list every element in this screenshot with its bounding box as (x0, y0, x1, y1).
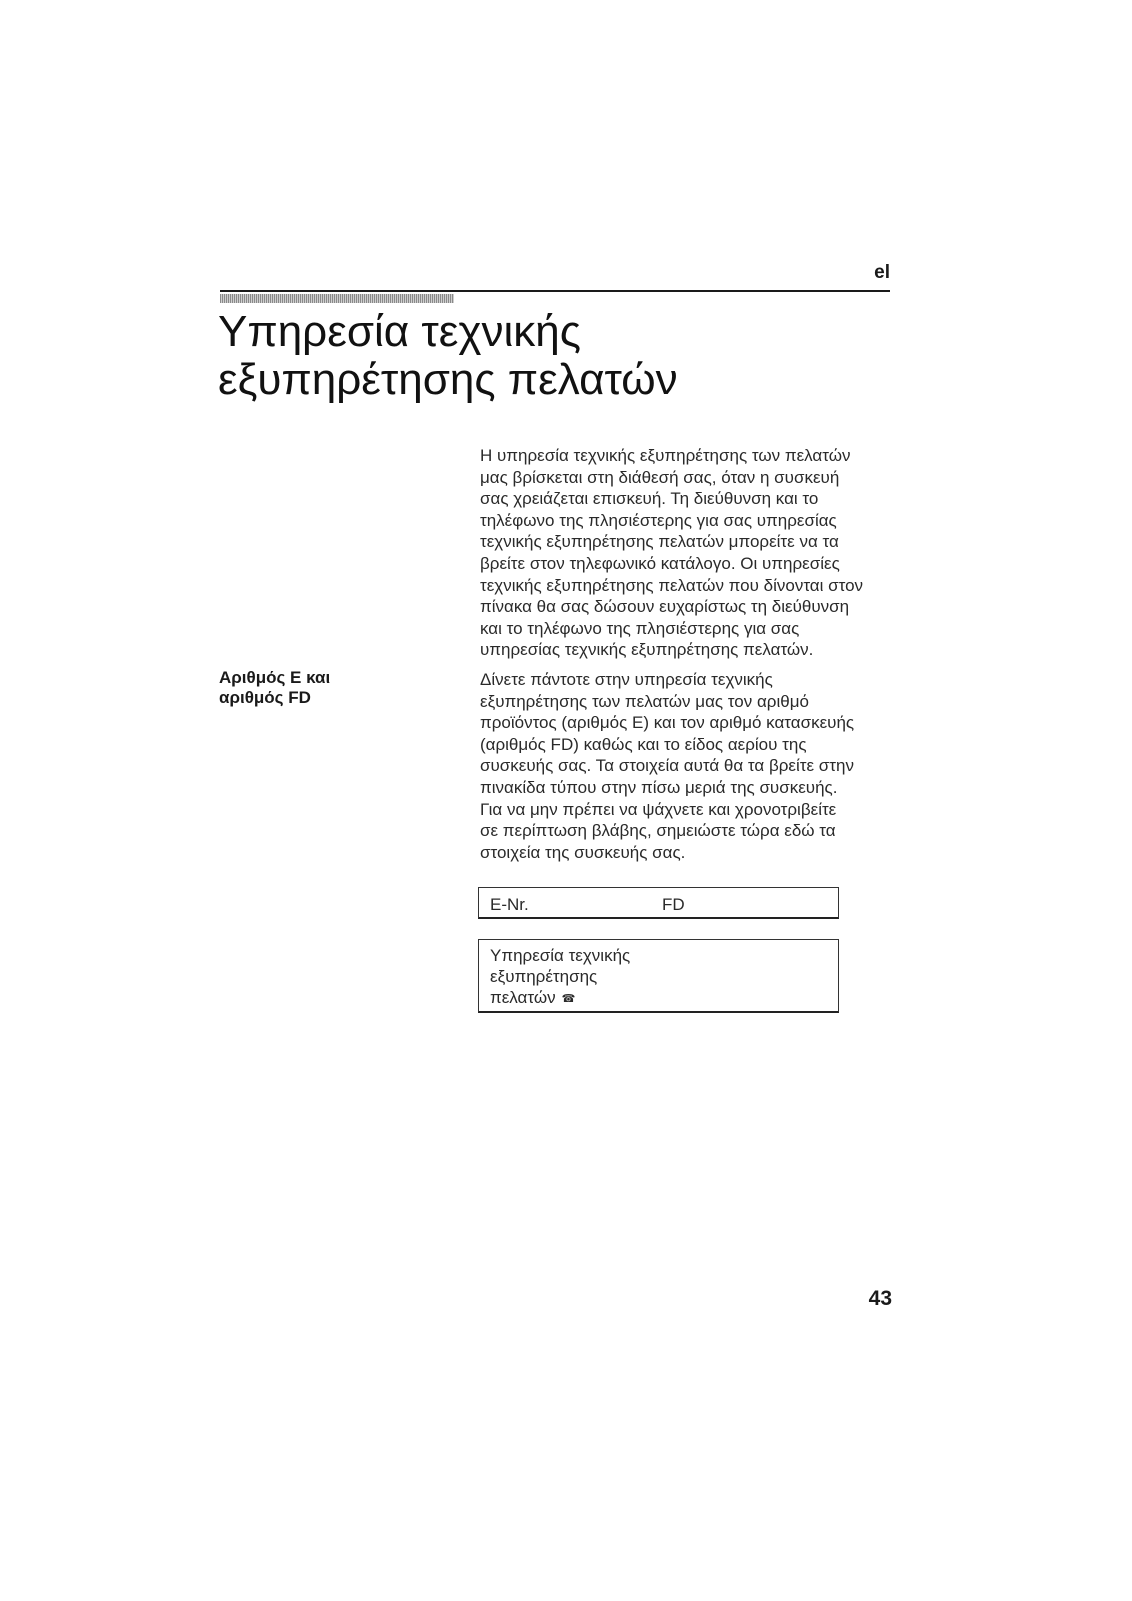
text-line: τεχνικής εξυπηρέτησης πελατών μπορείτε να τα (480, 532, 839, 552)
page-title-line: εξυπηρέτησης πελατών (218, 355, 678, 404)
text-line: βρείτε στον τηλεφωνικό κατάλογο. Οι υπηρεσίες (480, 553, 840, 573)
text-line: προϊόντος (αριθμός Ε) και τον αριθμό κατασκευής (480, 713, 855, 733)
section-heading-line: Αριθμός Ε και (219, 668, 331, 687)
intro-paragraph (480, 445, 910, 661)
text-line: (αριθμός FD) καθώς και το είδος αερίου της (480, 734, 807, 754)
page-number: 43 (868, 1287, 892, 1310)
service-label-line: εξυπηρέτησης (490, 967, 598, 986)
page-title (218, 308, 898, 404)
text-line: πινακίδα τύπου στην πίσω μεριά της συσκευής. (480, 777, 838, 797)
text-line: συσκευής σας. Τα στοιχεία αυτά θα τα βρείτε στην (480, 756, 854, 776)
text-line: σας χρειάζεται επισκευή. Τη διεύθυνση και το (480, 489, 819, 509)
service-label-line: πελατών (490, 988, 556, 1007)
enr-label: E-Nr. (490, 895, 529, 914)
text-line: μας βρίσκεται στη διάθεσή σας, όταν η συσκευή (480, 467, 840, 487)
service-label-line: Υπηρεσία τεχνικής (490, 946, 631, 965)
text-line: τηλέφωνο της πλησιέστερης για σας υπηρεσίας (480, 510, 837, 530)
enr-fd-field-box[interactable] (478, 887, 839, 919)
language-code: el (874, 262, 890, 283)
section-heading (219, 668, 419, 708)
text-line: Για να μην πρέπει να ψάχνετε και χρονοτριβείτε (480, 799, 837, 819)
text-line: εξυπηρέτησης των πελατών μας τον αριθμό (480, 691, 809, 711)
fd-label: FD (662, 895, 685, 914)
telephone-icon: ☎ (561, 993, 576, 1005)
text-line: υπηρεσίας τεχνικής εξυπηρέτησης πελατών. (480, 640, 814, 660)
header-rule (220, 290, 890, 292)
text-line: πίνακα θα σας δώσουν ευχαρίστως τη διεύθυνση (480, 597, 850, 617)
page-title-line: Υπηρεσία τεχνικής (218, 307, 581, 356)
header-shade-bar (220, 294, 454, 303)
text-line: τεχνικής εξυπηρέτησης πελατών που δίνονται στον (480, 575, 864, 595)
service-label-last-line (490, 987, 838, 1010)
text-line: Δίνετε πάντοτε στην υπηρεσία τεχνικής (480, 670, 773, 689)
service-field-box[interactable] (478, 939, 839, 1013)
section-paragraph (480, 669, 910, 863)
text-line: και το τηλέφωνο της πλησιέστερης για σας (480, 618, 800, 638)
text-line: στοιχεία της συσκευής σας. (480, 842, 686, 862)
section-heading-line: αριθμός FD (219, 688, 311, 707)
text-line: Η υπηρεσία τεχνικής εξυπηρέτησης των πελατών (480, 446, 851, 465)
text-line: σε περίπτωση βλάβης, σημειώστε τώρα εδώ τα (480, 821, 836, 841)
